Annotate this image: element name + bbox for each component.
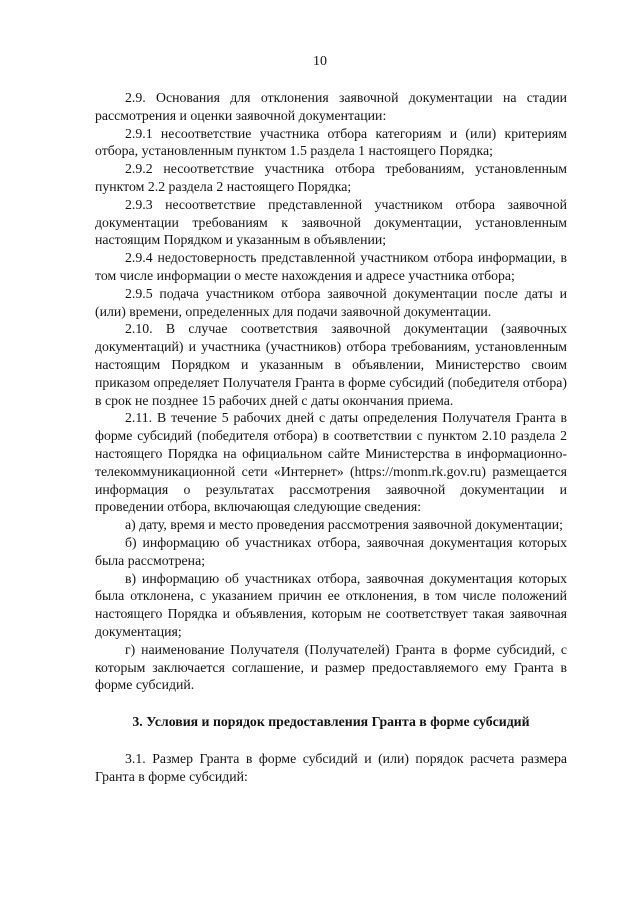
paragraph-2-9-3: 2.9.3 несоответствие представленной участником отбора заявочной документации требованиям к заявочной документации, установленным настоящим Порядком и указанным в объявлении; [95, 196, 567, 248]
list-item-b: б) информацию об участниках отбора, заявочная документация которых была рассмотрена; [95, 534, 567, 568]
paragraph-2-9: 2.9. Основания для отклонения заявочной документации на стадии рассмотрения и оценки заявочной документации: [95, 90, 567, 123]
section-heading: 3. Условия и порядок предоставления Гранта в форме субсидий [132, 714, 530, 730]
paragraph-2-10: 2.10. В случае соответствия заявочной документации (заявочных документаций) и участника (участников) отбора требованиям, установленным настоящим Порядком и указанным в объявлении, Министерство своим приказом определяет Получателя Гранта в форме субсидий (победителя отбора) в срок не позднее 15 рабочих дней с даты окончания приема. [95, 321, 567, 408]
paragraph-3-1: 3.1. Размер Гранта в форме субсидий и (или) порядок расчета размера Гранта в форме субсидий: [95, 750, 567, 784]
paragraph-2-9-2: 2.9.2 несоответствие участника отбора требованиям, установленным пунктом 2.2 раздела 2 настоящего Порядка; [95, 161, 567, 194]
paragraph-2-9-1: 2.9.1 несоответствие участника отбора категориям и (или) критериям отбора, установленным пунктом 1.5 раздела 1 настоящего Порядка; [95, 125, 567, 159]
paragraph-2-11: 2.11. В течение 5 рабочих дней с даты определения Получателя Гранта в форме субсидий (победителя отбора) в соответствии с пунктом 2.10 раздела 2 настоящего Порядка на официальном сайте Министерства в информационно-телекоммуникационной сети «Интернет» (https://monm.rk.gov.ru) размещается информация о результатах рассмотрения заявочной документации и проведении отбора, включающая следующие сведения: [95, 410, 567, 515]
list-item-g: г) наименование Получателя (Получателей) Гранта в форме субсидий, с которым заключается соглашение, и размер предоставляемого ему Гранта в форме субсидий. [95, 641, 567, 693]
document-body [95, 89, 567, 785]
list-item-a: а) дату, время и место проведения рассмотрения заявочной документации; [125, 517, 564, 533]
page-number: 10 [313, 54, 327, 69]
paragraph-2-9-5: 2.9.5 подача участником отбора заявочной документации после даты и (или) времени, определенных для подачи заявочной документации. [95, 285, 567, 319]
paragraph-2-9-4: 2.9.4 недостоверность представленной участником отбора информации, в том числе информации о месте нахождения и адресе участника отбора; [95, 250, 567, 283]
list-item-v: в) информацию об участниках отбора, заявочная документация которых была отклонена, с указанием причин ее отклонения, в том числе положений настоящего Порядка и объявления, которым не соответствует такая заявочная документация; [95, 570, 567, 639]
